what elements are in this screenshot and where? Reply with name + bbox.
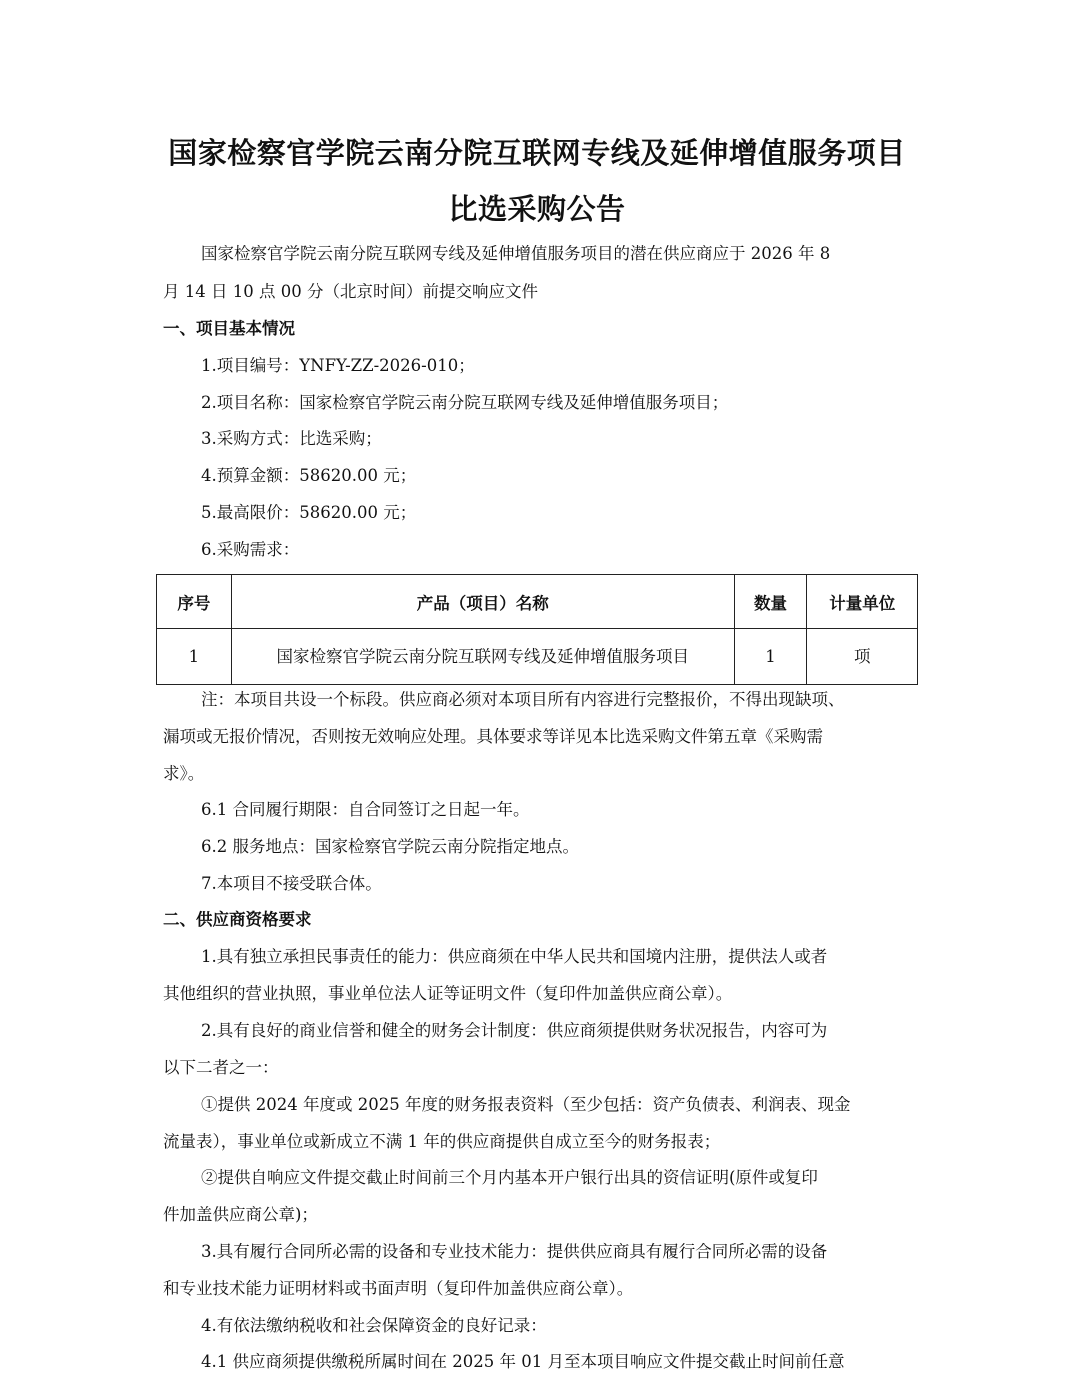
table-cell: 1 — [734, 629, 807, 685]
item-contract-period: 6.1 合同履行期限：自合同签订之日起一年。 — [201, 800, 530, 819]
table-cell: 项 — [807, 629, 918, 685]
note-line1: 注：本项目共设一个标段。供应商必须对本项目所有内容进行完整报价，不得出现缺项、 — [201, 690, 845, 709]
table-row — [157, 629, 918, 685]
req1-line1: 1.具有独立承担民事责任的能力：供应商须在中华人民共和国境内注册，提供法人或者 — [201, 947, 828, 966]
table-header-cell: 产品（项目）名称 — [231, 575, 734, 629]
table-cell: 1 — [157, 629, 232, 685]
table-header-cell: 数量 — [734, 575, 807, 629]
document-title-line1: 国家检察官学院云南分院互联网专线及延伸增值服务项目 — [168, 136, 906, 170]
table-cell — [231, 629, 734, 685]
table-header-row — [157, 575, 918, 629]
req2a-line1: ①提供 2024 年度或 2025 年度的财务报表资料（至少包括：资产负债表、利润表、现金 — [201, 1095, 851, 1114]
intro-paragraph-line1: 国家检察官学院云南分院互联网专线及延伸增值服务项目的潜在供应商应于 2026 年 8 — [201, 244, 831, 263]
req2b-line2: 件加盖供应商公章)； — [163, 1205, 318, 1224]
item-procurement-requirement: 6.采购需求： — [201, 540, 300, 559]
requirement-table — [156, 574, 918, 685]
req3-line1: 3.具有履行合同所必需的设备和专业技术能力：提供供应商具有履行合同所必需的设备 — [201, 1242, 828, 1261]
req2a-line2: 流量表），事业单位或新成立不满 1 年的供应商提供自成立至今的财务报表； — [163, 1132, 721, 1151]
section2-heading: 二、供应商资格要求 — [163, 910, 312, 929]
item-no-consortium: 7.本项目不接受联合体。 — [201, 874, 382, 893]
table-header-cell: 计量单位 — [807, 575, 918, 629]
req2-line2: 以下二者之一： — [163, 1058, 279, 1077]
table-header-cell: 序号 — [157, 575, 232, 629]
intro-paragraph-line2: 月 14 日 10 点 00 分（北京时间）前提交响应文件 — [163, 282, 538, 301]
req4-line: 4.有依法缴纳税收和社会保障资金的良好记录： — [201, 1316, 547, 1335]
document-title-line2: 比选采购公告 — [448, 192, 626, 226]
note-line2: 漏项或无报价情况，否则按无效响应处理。具体要求等详见本比选采购文件第五章《采购需 — [163, 727, 823, 746]
item-procurement-method: 3.采购方式：比选采购； — [201, 429, 382, 448]
req2-line1: 2.具有良好的商业信誉和健全的财务会计制度：供应商须提供财务状况报告，内容可为 — [201, 1021, 828, 1040]
section1-heading: 一、项目基本情况 — [163, 319, 295, 338]
req2b-line1: ②提供自响应文件提交截止时间前三个月内基本开户银行出具的资信证明(原件或复印 — [201, 1168, 818, 1187]
req3-line2: 和专业技术能力证明材料或书面声明（复印件加盖供应商公章）。 — [163, 1279, 634, 1298]
item-service-location: 6.2 服务地点：国家检察官学院云南分院指定地点。 — [201, 837, 579, 856]
item-max-price: 5.最高限价：58620.00 元； — [201, 503, 417, 522]
table-cell-text: 国家检察官学院云南分院互联网专线及延伸增值服务项目 — [276, 646, 689, 666]
req1-line2: 其他组织的营业执照，事业单位法人证等证明文件（复印件加盖供应商公章）。 — [163, 984, 733, 1003]
item-budget: 4.预算金额：58620.00 元； — [201, 466, 417, 485]
item-project-name: 2.项目名称：国家检察官学院云南分院互联网专线及延伸增值服务项目； — [201, 393, 729, 412]
note-line3: 求》。 — [163, 764, 205, 783]
item-project-number: 1.项目编号：YNFY-ZZ-2026-010； — [201, 356, 475, 375]
req4-1-line: 4.1 供应商须提供缴税所属时间在 2025 年 01 月至本项目响应文件提交截止时间前任意 — [201, 1352, 845, 1371]
